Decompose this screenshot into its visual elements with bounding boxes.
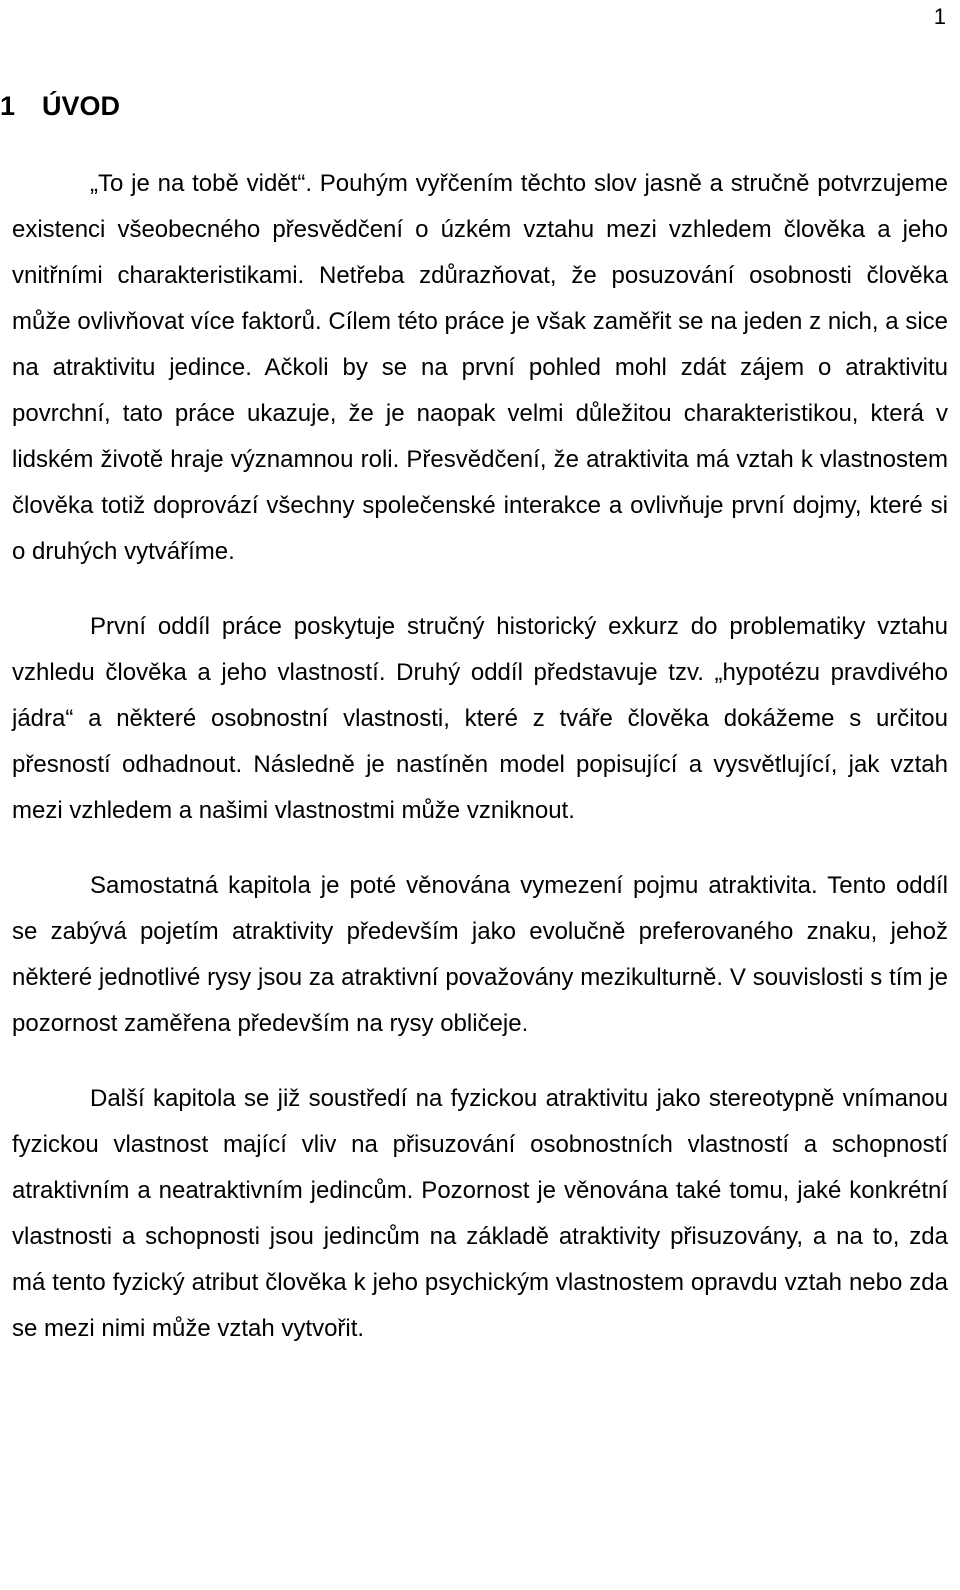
paragraph-attractiveness-definition: Samostatná kapitola je poté věnována vymezení pojmu atraktivita. Tento oddíl se zabývá pojetím atraktivity především jako evolučně preferovaného znaku, jehož některé jednotlivé rysy jsou za atraktivní považovány mezikulturně. V souvislosti s tím je pozornost zaměřena především na rysy obličeje. [12, 872, 948, 1037]
paragraph-physical-attractiveness: Další kapitola se již soustředí na fyzickou atraktivitu jako stereotypně vnímanou fyzickou vlastnost mající vliv na přisuzování osobnostních vlastností a schopností atraktivním a neatraktivním jedincům. Pozornost je věnována také tomu, jaké konkrétní vlastnosti a schopnosti jsou jedincům na základě atraktivity přisuzovány, a na to, zda má tento fyzický atribut člověka k jeho psychickým vlastnostem opravdu vztah nebo zda se mezi nimi může vztah vytvořit. [12, 1085, 948, 1342]
body-text [12, 161, 948, 1352]
chapter-number: 1 [0, 91, 16, 121]
paragraph-section-overview: První oddíl práce poskytuje stručný historický exkurz do problematiky vztahu vzhledu člověka a jeho vlastností. Druhý oddíl představuje tzv. „hypotézu pravdivého jádra“ a některé osobnostní vlastnosti, které z tváře člověka dokážeme s určitou přesností odhadnout. Následně je nastíněn model popisující a vysvětlující, jak vztah mezi vzhledem a našimi vlastnostmi může vzniknout. [12, 613, 948, 824]
paragraph-intro: „To je na tobě vidět“. Pouhým vyřčením těchto slov jasně a stručně potvrzujeme existenci všeobecného přesvědčení o úzkém vztahu mezi vzhledem člověka a jeho vnitřními charakteristikami. Netřeba zdůrazňovat, že posuzování osobnosti člověka může ovlivňovat více faktorů. Cílem této práce je však zaměřit se na jeden z nich, a sice na atraktivitu jedince. Ačkoli by se na první pohled mohl zdát zájem o atraktivitu povrchní, tato práce ukazuje, že je naopak velmi důležitou charakteristikou, která v lidském životě hraje významnou roli. Přesvědčení, že atraktivita má vztah k vlastnostem člověka totiž doprovází všechny společenské interakce a ovlivňuje první dojmy, které si o druhých vytváříme. [12, 170, 948, 565]
page-number: 1 [933, 4, 946, 29]
chapter-heading [0, 88, 120, 124]
chapter-title: ÚVOD [42, 91, 121, 121]
